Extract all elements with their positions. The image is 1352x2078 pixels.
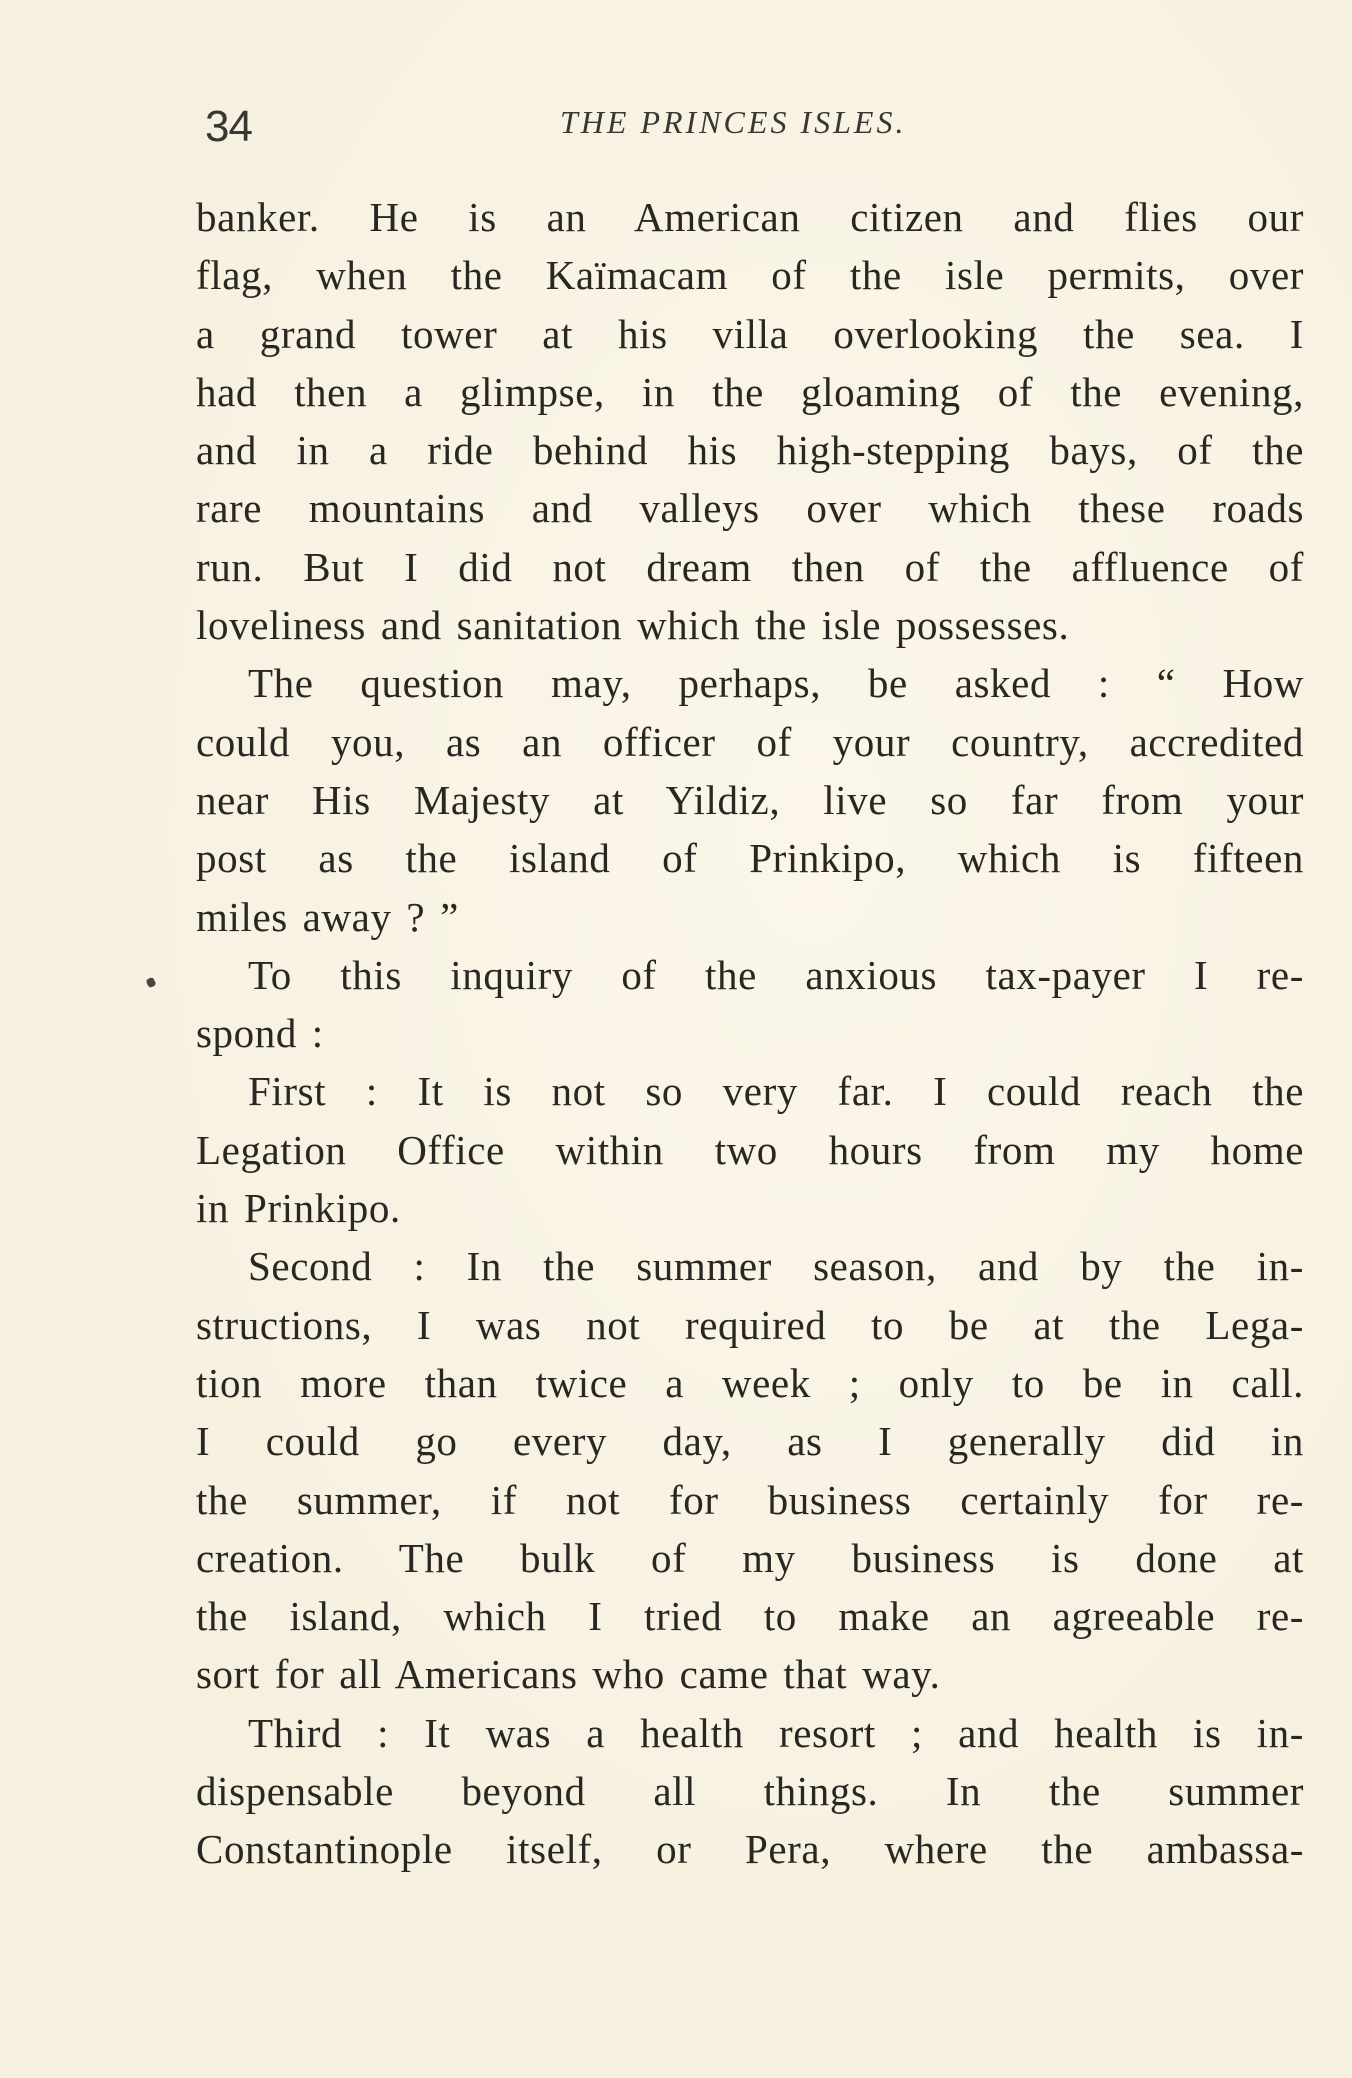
- text-line: in Prinkipo.: [196, 1185, 401, 1232]
- text-line: could you, as an officer of your country, accredited: [196, 718, 1304, 765]
- running-head: [0, 100, 1352, 170]
- text-line: banker. He is an American citizen and flies our: [196, 194, 1304, 240]
- text-line: miles away ? ”: [196, 893, 459, 940]
- text-line: Legation Office within two hours from my home: [196, 1126, 1304, 1173]
- text-line: I could go every day, as I generally did in: [196, 1418, 1304, 1465]
- running-title: THE PRINCES ISLES.: [560, 104, 907, 140]
- text-line: dispensable beyond all things. In the summer: [196, 1768, 1304, 1815]
- margin-ink-mark: [145, 977, 156, 989]
- text-line: a grand tower at his villa overlooking the sea. I: [196, 310, 1304, 357]
- paragraph-start: The question may, perhaps, be asked : “ How: [248, 660, 1304, 707]
- text-line: creation. The bulk of my business is done at: [196, 1534, 1304, 1581]
- paragraph-start: First : It is not so very far. I could reach the: [248, 1068, 1304, 1115]
- page-number: 34: [205, 102, 252, 151]
- text-line: rare mountains and valleys over which these roads: [196, 485, 1304, 532]
- text-line: and in a ride behind his high-stepping bays, of the: [196, 427, 1304, 474]
- text-line: spond :: [196, 1010, 324, 1057]
- text-line: Constantinople itself, or Pera, where the ambassa-: [196, 1826, 1304, 1873]
- text-line: sort for all Americans who came that way.: [196, 1651, 941, 1698]
- text-line: tion more than twice a week ; only to be in call.: [196, 1359, 1304, 1406]
- text-line: loveliness and sanitation which the isle possesses.: [196, 602, 1070, 649]
- text-line: structions, I was not required to be at the Lega-: [196, 1301, 1304, 1348]
- paragraph-start: Third : It was a health resort ; and health is in-: [248, 1709, 1304, 1756]
- text-line: the island, which I tried to make an agreeable re-: [196, 1593, 1304, 1640]
- body-text: [196, 188, 1304, 1879]
- text-line: post as the island of Prinkipo, which is fifteen: [196, 835, 1304, 882]
- paragraph-start: To this inquiry of the anxious tax-payer I re-: [248, 951, 1304, 998]
- text-line: the summer, if not for business certainly for re-: [196, 1476, 1304, 1523]
- paragraph-start: Second : In the summer season, and by the in-: [248, 1243, 1304, 1290]
- text-line: had then a glimpse, in the gloaming of the evening,: [196, 368, 1304, 415]
- text-line: flag, when the Kaïmacam of the isle permits, over: [196, 252, 1304, 299]
- text-line: run. But I did not dream then of the affluence of: [196, 543, 1304, 590]
- text-line: near His Majesty at Yildiz, live so far from your: [196, 776, 1304, 823]
